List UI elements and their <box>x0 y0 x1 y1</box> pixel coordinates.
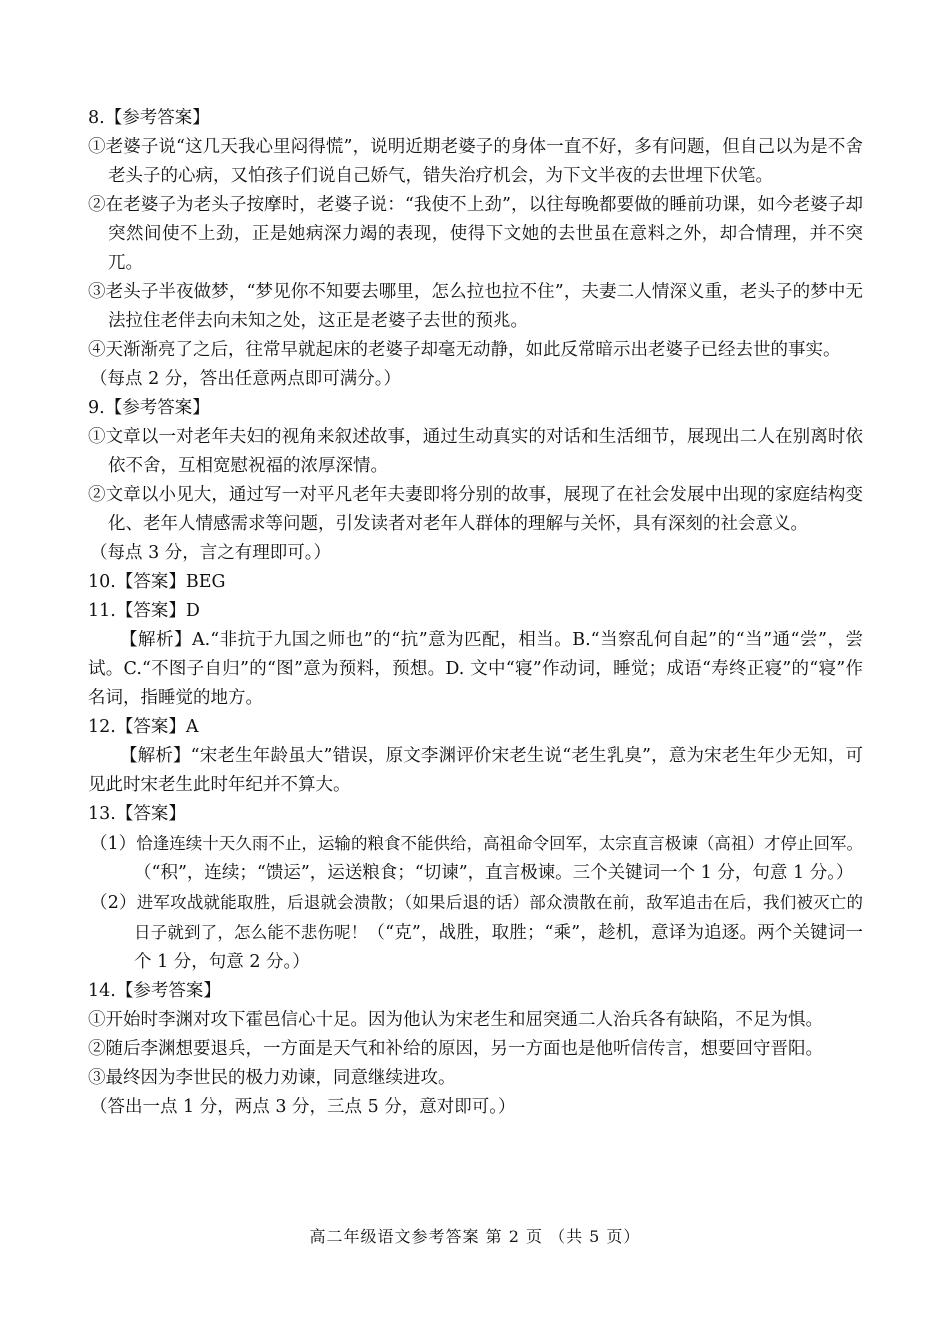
q14-heading: 14.【参考答案】 <box>88 981 221 1001</box>
q13-sub-2 <box>88 888 863 977</box>
q13-sub-2-points: （“克”，战胜，取胜；“乘”，趁机，意译为追逐。两个关键词一个 1 分，句意 2 分。） <box>134 923 863 972</box>
q13-heading: 13.【答案】 <box>88 804 186 824</box>
question-9 <box>88 394 863 568</box>
q13-sub-1 <box>88 829 863 888</box>
q9-heading: 9.【参考答案】 <box>88 398 210 418</box>
q14-item-3: ③最终因为李世民的极力劝谏，同意继续进攻。 <box>88 1068 456 1088</box>
q8-heading: 8.【参考答案】 <box>88 108 210 128</box>
q13-sub-1-points: （“积”，连续；“馈运”，运送粮食；“切谏”，直言极谏。三个关键词一个 1 分，句意 1 分。） <box>134 863 854 883</box>
q13-sub-2-translation: 进军攻战就能取胜，后退就会溃散；（如果后退的话）部众溃散在前，敌军追击在后，我们被灭亡的日子就到了，怎么能不悲伤呢！ <box>134 893 863 942</box>
page-footer: 高二年级语文参考答案 第 2 页 （共 5 页） <box>309 1227 641 1246</box>
question-14 <box>88 977 863 1122</box>
q9-item-1: ①文章以一对老年夫妇的视角来叙述故事，通过生动真实的对话和生活细节，展现出二人在别离时依依不舍，互相宽慰祝福的浓厚深情。 <box>88 427 863 476</box>
q13-sub-1-label: （1） <box>90 834 137 854</box>
q8-scoring-note: （每点 2 分，答出任意两点即可满分。） <box>90 369 402 389</box>
q9-item-2: ②文章以小见大，通过写一对平凡老年夫妻即将分别的故事，展现了在社会发展中出现的家庭结构变化、老年人情感需求等问题，引发读者对老年人群体的理解与关怀，具有深刻的社会意义。 <box>88 485 863 534</box>
question-13 <box>88 800 863 977</box>
q13-sub-2-label: （2） <box>90 893 137 913</box>
q12-heading: 12.【答案】A <box>88 717 199 737</box>
q8-item-2: ②在老婆子为老头子按摩时，老婆子说：“我使不上劲”，以往每晚都要做的睡前功课，如今老婆子却突然间使不上劲，正是她病深力竭的表现，使得下文她的去世虽在意料之外，却合情理，并不突兀。 <box>88 195 863 273</box>
q11-analysis: 【解析】A.“非抗于九国之师也”的“抗”意为匹配，相当。B.“当察乱何自起”的“当”通“尝”，尝试。C.“不图子自归”的“图”意为预料，预想。D. 文中“寝”作动词，睡觉；成语“寿终正寝”的“寝”作名词，指睡觉的地方。 <box>88 630 863 708</box>
q8-item-3: ③老头子半夜做梦，“梦见你不知要去哪里，怎么拉也拉不住”，夫妻二人情深义重，老头子的梦中无法拉住老伴去向未知之处，这正是老婆子去世的预兆。 <box>88 282 863 331</box>
question-12 <box>88 713 863 800</box>
q11-heading: 11.【答案】D <box>88 601 200 621</box>
q12-analysis: 【解析】“宋老生年龄虽大”错误，原文李渊评价宋老生说“老生乳臭”，意为宋老生年少无知，可见此时宋老生此时年纪并不算大。 <box>88 746 863 795</box>
question-11 <box>88 597 863 713</box>
q8-item-1: ①老婆子说“这几天我心里闷得慌”，说明近期老婆子的身体一直不好，多有问题，但自己以为是不舍老头子的心病，又怕孩子们说自己娇气，错失治疗机会，为下文半夜的去世埋下伏笔。 <box>88 137 863 186</box>
q14-scoring-note: （答出一点 1 分，两点 3 分，三点 5 分，意对即可。） <box>90 1097 516 1117</box>
q9-scoring-note: （每点 3 分，言之有理即可。） <box>90 543 332 563</box>
q10-heading: 10.【答案】BEG <box>88 572 226 592</box>
q8-item-4: ④天渐渐亮了之后，往常早就起床的老婆子却毫无动静，如此反常暗示出老婆子已经去世的事实。 <box>88 340 841 360</box>
q14-item-2: ②随后李渊想要退兵，一方面是天气和补给的原因，另一方面也是他听信传言，想要回守晋阳。 <box>88 1039 823 1059</box>
answer-content <box>88 104 863 1122</box>
question-10 <box>88 568 863 597</box>
q14-item-1: ①开始时李渊对攻下霍邑信心十足。因为他认为宋老生和屈突通二人治兵各有缺陷，不足为惧。 <box>88 1010 823 1030</box>
question-8 <box>88 104 863 394</box>
q13-sub-1-translation: 恰逢连续十天久雨不止，运输的粮食不能供给，高祖命令回军，太宗直言极谏（高祖）才停止回军。 <box>136 834 864 853</box>
